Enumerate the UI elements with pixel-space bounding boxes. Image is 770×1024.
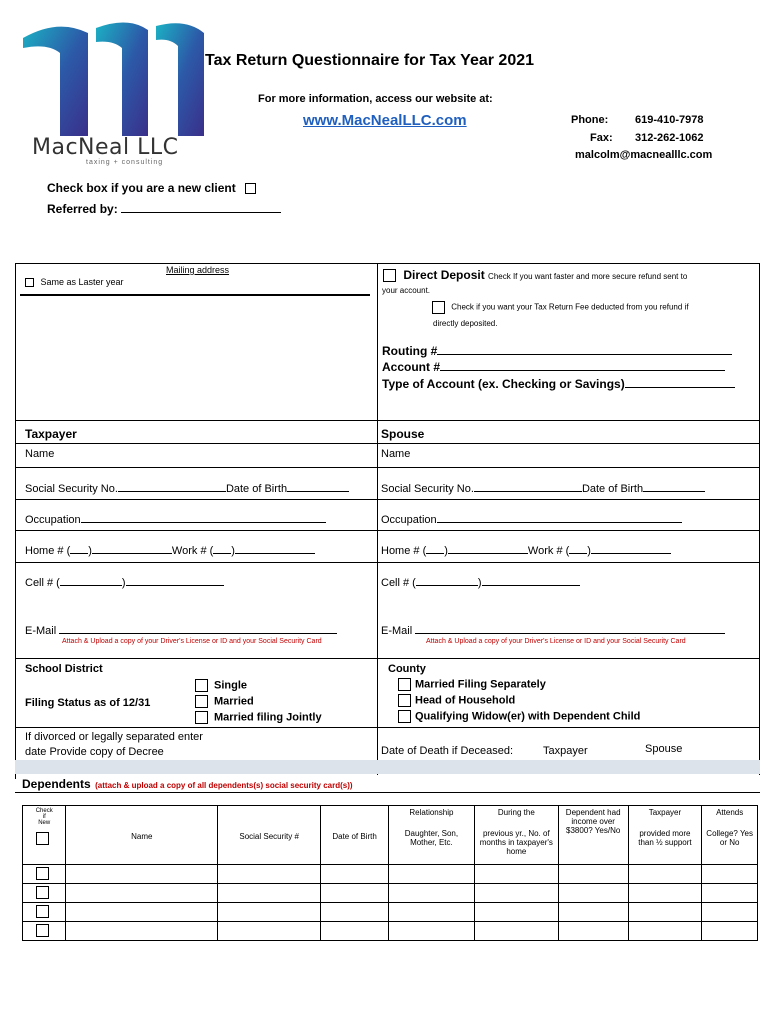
col-college-header: Attends College? Yes or No [702,806,758,865]
filing-status-label: Filing Status as of 12/31 [25,697,151,709]
phone-number: 619-410-7978 [635,114,704,126]
dependents-header-row [23,806,758,865]
spouse-home-paren: ) [444,545,448,557]
website-link[interactable]: www.MacNealLLC.com [303,112,467,129]
mailing-address-label: Mailing address [166,265,230,275]
email-address: malcolm@macnealllc.com [575,149,713,161]
referred-by-field[interactable] [121,200,281,213]
fax-number: 312-262-1062 [635,132,704,144]
taxpayer-occupation-label: Occupation [25,514,81,526]
info-text: For more information, access our website at: [258,93,493,105]
new-dependent-checkbox-0[interactable] [36,832,49,845]
col-during-header: During the previous yr., No. of months in taxpayer's home [474,806,558,865]
direct-deposit-note: Check If you want faster and more secure refund sent to [488,272,688,281]
spouse-ssn-label: Social Security No. [381,483,474,495]
direct-deposit-label: Direct Deposit [403,268,485,282]
taxpayer-cell-area-field[interactable] [60,574,122,586]
spouse-name-field[interactable] [416,446,751,462]
new-dependent-checkbox-1[interactable] [36,867,49,880]
col-check-header: Check if New [23,806,66,865]
spouse-home-area-field[interactable] [426,542,444,554]
taxpayer-email-label: E-Mail [25,625,57,637]
new-dependent-checkbox-4[interactable] [36,924,49,937]
taxpayer-work-label: Work # ( [171,545,214,557]
col-income-header: Dependent had income over $3800? Yes/No [558,806,628,865]
school-district-label: School District [25,663,103,675]
head-household-label: Head of Household [415,694,516,707]
taxpayer-home-label: Home # ( [25,545,71,557]
married-jointly-checkbox[interactable] [195,711,208,724]
fee-deduct-note-2: directly deposited. [433,319,498,328]
spouse-home-field[interactable] [448,542,528,554]
spouse-work-label: Work # ( [527,545,570,557]
taxpayer-work-paren: ) [231,545,235,557]
taxpayer-email-field[interactable] [59,622,337,634]
taxpayer-upload-note: Attach & Upload a copy of your Driver's License or ID and your Social Security Card [62,638,322,645]
new-dependent-checkbox-3[interactable] [36,905,49,918]
same-as-last-year-checkbox[interactable] [25,278,34,287]
spouse-cell-label: Cell # ( [381,577,416,589]
taxpayer-ssn-field[interactable] [118,480,226,492]
spouse-dob-label: Date of Birth [581,483,644,495]
spouse-name-label: Name [381,448,411,460]
referred-by-label: Referred by: [47,202,118,216]
taxpayer-cell-field[interactable] [126,574,224,586]
col-relationship-header: Relationship Daughter, Son, Mother, Etc. [388,806,474,865]
spouse-work-field[interactable] [591,542,671,554]
taxpayer-dob-label: Date of Birth [225,483,288,495]
divorced-label-1: If divorced or legally separated enter [25,731,203,743]
taxpayer-name-label: Name [25,448,55,460]
account-type-label: Type of Account (ex. Checking or Savings) [382,377,625,391]
spouse-upload-note: Attach & Upload a copy of your Driver's License or ID and your Social Security Card [426,638,686,645]
new-client-checkbox[interactable] [245,183,256,194]
death-date-label: Date of Death if Deceased: [381,745,514,757]
single-checkbox[interactable] [195,679,208,692]
taxpayer-occupation-field[interactable] [81,511,326,523]
dependents-heading: Dependents [22,777,91,791]
spouse-email-field[interactable] [415,622,725,634]
married-separately-label: Married Filing Separately [415,678,546,691]
col-dob-header: Date of Birth [321,806,389,865]
table-row[interactable] [23,922,758,941]
taxpayer-dob-field[interactable] [287,480,349,492]
widow-checkbox[interactable] [398,710,411,723]
taxpayer-work-field[interactable] [235,542,315,554]
logo-name: MacNeal LLC [32,135,179,160]
table-row[interactable] [23,884,758,903]
taxpayer-home-field[interactable] [92,542,172,554]
routing-label: Routing # [382,344,438,358]
married-jointly-label: Married filing Jointly [214,711,322,724]
spouse-ssn-field[interactable] [474,480,582,492]
taxpayer-name-field[interactable] [60,446,370,462]
taxpayer-work-area-field[interactable] [213,542,231,554]
mailing-address-field[interactable] [20,297,370,415]
page-title: Tax Return Questionnaire for Tax Year 2021 [205,52,535,69]
account-field[interactable] [440,358,725,371]
new-dependent-checkbox-2[interactable] [36,886,49,899]
taxpayer-cell-label: Cell # ( [25,577,60,589]
table-row[interactable] [23,903,758,922]
county-label: County [388,663,426,675]
single-label: Single [214,679,248,692]
taxpayer-ssn-label: Social Security No. [25,483,118,495]
head-household-checkbox[interactable] [398,694,411,707]
routing-field[interactable] [437,342,732,355]
taxpayer-home-paren: ) [88,545,92,557]
fee-deduct-checkbox[interactable] [432,301,445,314]
phone-label: Phone: [571,114,609,126]
taxpayer-home-area-field[interactable] [70,542,88,554]
spouse-cell-field[interactable] [482,574,580,586]
company-logo [18,18,208,168]
dependents-note: (attach & upload a copy of all dependents(s) social security card(s)) [95,781,353,790]
spouse-occupation-field[interactable] [437,511,682,523]
same-as-last-year-label: Same as Laster year [40,277,124,287]
direct-deposit-note-2: your account. [382,286,431,295]
fax-label: Fax: [590,132,613,144]
spouse-dob-field[interactable] [643,480,705,492]
married-separately-checkbox[interactable] [398,678,411,691]
col-ssn-header: Social Security # [218,806,321,865]
col-name-header: Name [66,806,218,865]
account-type-field[interactable] [625,375,735,388]
married-checkbox[interactable] [195,695,208,708]
direct-deposit-checkbox[interactable] [383,269,396,282]
spouse-heading: Spouse [381,427,425,441]
new-client-label: Check box if you are a new client [47,181,236,195]
account-label: Account # [382,360,441,374]
spouse-work-area-field[interactable] [569,542,587,554]
spouse-occupation-label: Occupation [381,514,437,526]
dependents-table [22,805,758,941]
spouse-home-label: Home # ( [381,545,427,557]
spouse-work-paren: ) [587,545,591,557]
logo-m-mark [18,18,208,138]
spouse-cell-area-field[interactable] [416,574,478,586]
logo-tagline: taxing + consulting [86,159,164,166]
death-spouse-label: Spouse [645,743,683,755]
spouse-cell-paren: ) [477,577,482,589]
divorced-label-2: date Provide copy of Decree [25,746,164,758]
spouse-email-label: E-Mail [381,625,413,637]
death-taxpayer-label: Taxpayer [543,745,588,757]
table-row[interactable] [23,865,758,884]
widow-label: Qualifying Widow(er) with Dependent Child [415,710,641,723]
taxpayer-heading: Taxpayer [25,427,77,441]
col-support-header: Taxpayer provided more than ½ support [628,806,702,865]
married-label: Married [214,695,254,708]
taxpayer-cell-paren: ) [121,577,126,589]
fee-deduct-note: Check if you want your Tax Return Fee deducted from you refund if [451,302,689,312]
